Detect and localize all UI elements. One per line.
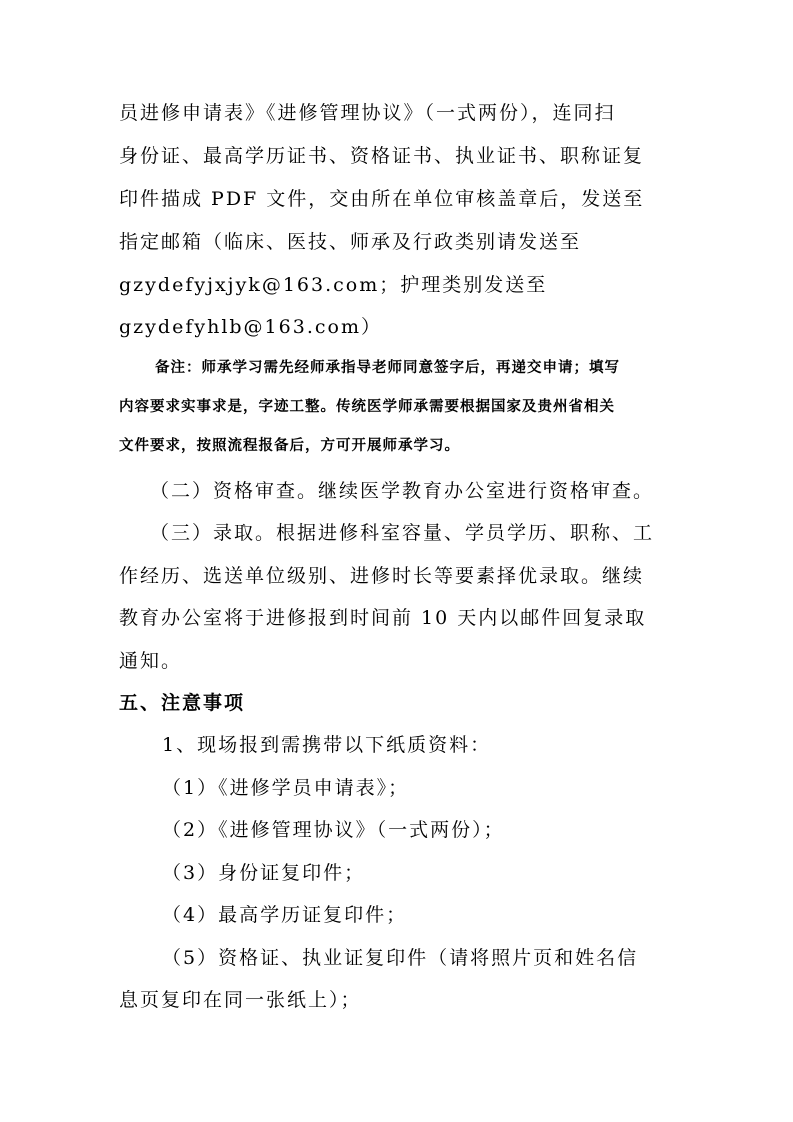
paragraph-line: 印件描成 PDF 文件，交由所在单位审核盖章后，发送至: [119, 188, 645, 210]
email-line-clinical: gzydefyjxjyk@163.com；护理类别发送至: [119, 274, 548, 296]
qualification-review: （二）资格审查。继续医学教育办公室进行资格审查。: [150, 480, 655, 502]
admission-line: 通知。: [119, 650, 183, 672]
material-item: （2）《进修管理协议》（一式两份）；: [162, 819, 505, 841]
admission-line: 教育办公室将于进修报到时间前 10 天内以邮件回复录取: [119, 607, 647, 629]
note-line: 内容要求实事求是，字迹工整。传统医学师承需要根据国家及贵州省相关: [119, 398, 615, 415]
note-line: 文件要求，按照流程报备后，方可开展师承学习。: [119, 437, 460, 454]
paragraph-line: 指定邮箱（临床、医技、师承及行政类别请发送至: [119, 231, 582, 253]
material-item: （5）资格证、执业证复印件（请将照片页和姓名信: [162, 947, 639, 969]
material-item: 息页复印在同一张纸上）；: [119, 989, 362, 1011]
paragraph-line: 身份证、最高学历证书、资格证书、执业证书、职称证复: [119, 145, 645, 167]
section-heading: 五、注意事项: [119, 692, 246, 714]
note-line: 备注：师承学习需先经师承指导老师同意签字后，再递交申请；填写: [155, 359, 620, 376]
point-line: 1、现场报到需携带以下纸质资料：: [162, 734, 492, 756]
paragraph-line: 员进修申请表》《进修管理协议》（一式两份），连同扫: [119, 102, 616, 124]
email-line-nursing: gzydefyhlb@163.com）: [119, 316, 382, 338]
material-item: （1）《进修学员申请表》；: [162, 777, 410, 799]
admission-line: 作经历、选送单位级别、进修时长等要素择优录取。继续: [119, 565, 645, 587]
material-item: （4）最高学历证复印件；: [162, 904, 408, 926]
material-item: （3）身份证复印件；: [162, 862, 366, 884]
admission-line: （三）录取。根据进修科室容量、学员学历、职称、工: [150, 522, 655, 544]
